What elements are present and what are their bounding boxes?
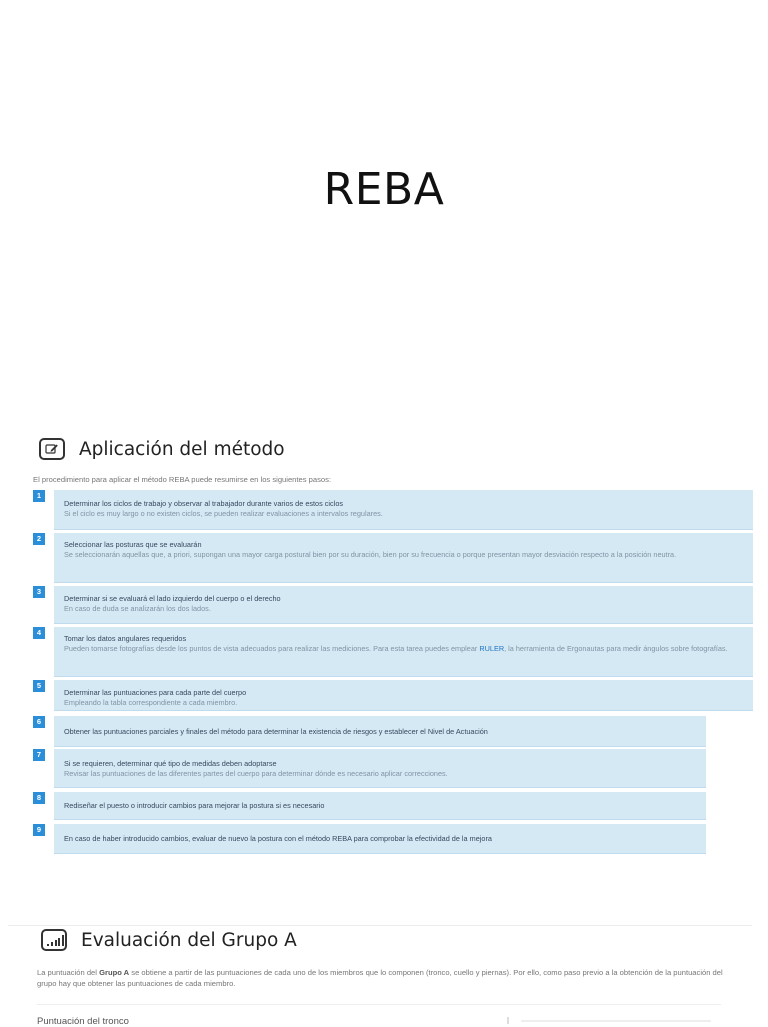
panel-top-border [521, 1020, 711, 1022]
document-title: REBA [323, 164, 445, 215]
step-title: En caso de haber introducido cambios, evaluar de nuevo la postura con el método REBA para comprobar la efectividad de la mejora [64, 834, 492, 843]
step-title: Si se requieren, determinar qué tipo de medidas deben adoptarse [64, 759, 277, 768]
step-description-text: Pueden tomarse fotografías desde los puntos de vista adecuados para realizar las mediciones. Para esta tarea puedes emplear [64, 644, 480, 653]
panel-divider [507, 1017, 509, 1024]
step-number-badge: 9 [33, 824, 45, 836]
step-title: Determinar si se evaluará el lado izquierdo del cuerpo o el derecho [64, 594, 281, 603]
step-number-badge: 8 [33, 792, 45, 804]
section-intro: El procedimiento para aplicar el método REBA puede resumirse en los siguientes pasos: [33, 475, 332, 484]
section-intro: La puntuación del Grupo A se obtiene a partir de las puntuaciones de cada uno de los miembros que lo componen (tronco, cuello y piernas). Por ello, como paso previo a la obtención de la puntuación del grupo hay que obtener las puntuaciones de cada miembro. [37, 968, 723, 988]
step-box [54, 680, 753, 711]
subsection-heading: Puntuación del tronco [37, 1016, 129, 1027]
step-box [54, 533, 753, 583]
section-header-aplicacion [39, 438, 285, 460]
step-number-badge: 6 [33, 716, 45, 728]
subsection-divider [37, 1004, 721, 1005]
step-number-badge: 5 [33, 680, 45, 692]
step-description [64, 644, 743, 655]
step-box [54, 586, 753, 624]
step-number-badge: 1 [33, 490, 45, 502]
step-box [54, 824, 706, 854]
ruler-link[interactable]: RULER [479, 644, 505, 653]
step-description: En caso de duda se analizarán los dos lados. [64, 604, 211, 613]
step-box [54, 749, 706, 788]
edit-icon [39, 438, 65, 460]
step-box [54, 490, 753, 530]
section-title: Evaluación del Grupo A [81, 929, 297, 951]
step-title: Determinar las puntuaciones para cada parte del cuerpo [64, 688, 247, 697]
step-title: Tomar los datos angulares requeridos [64, 634, 187, 643]
step-box [54, 627, 753, 677]
step-box [54, 716, 706, 747]
step-number-badge: 4 [33, 627, 45, 639]
step-description: Empleando la tabla correspondiente a cada miembro. [64, 698, 238, 707]
step-description: Revisar las puntuaciones de las diferentes partes del cuerpo para determinar dónde es necesario aplicar correcciones. [64, 769, 448, 778]
step-title: Determinar los ciclos de trabajo y observar al trabajador durante varios de estos ciclos [64, 499, 344, 508]
section-title: Aplicación del método [79, 438, 285, 460]
section-divider [8, 925, 752, 926]
step-title: Seleccionar las posturas que se evaluarán [64, 540, 202, 549]
step-number-badge: 2 [33, 533, 45, 545]
step-box [54, 792, 706, 820]
step-number-badge: 3 [33, 586, 45, 598]
section-header-grupo-a [41, 929, 297, 951]
step-number-badge: 7 [33, 749, 45, 761]
step-title: Rediseñar el puesto o introducir cambios para mejorar la postura si es necesario [64, 801, 325, 810]
bar-chart-icon [41, 929, 67, 951]
step-description-text: , la herramienta de Ergonautas para medir ángulos sobre fotografías. [504, 644, 728, 653]
step-title: Obtener las puntuaciones parciales y finales del método para determinar la existencia de riesgos y establecer el Nivel de Actuación [64, 727, 488, 736]
step-description: Se seleccionarán aquellas que, a priori, supongan una mayor carga postural bien por su duración, bien por su frecuencia o porque presentan mayor desviación respecto a la posición neutra. [64, 550, 677, 559]
step-description: Si el ciclo es muy largo o no existen ciclos, se pueden realizar evaluaciones a intervalos regulares. [64, 509, 383, 518]
